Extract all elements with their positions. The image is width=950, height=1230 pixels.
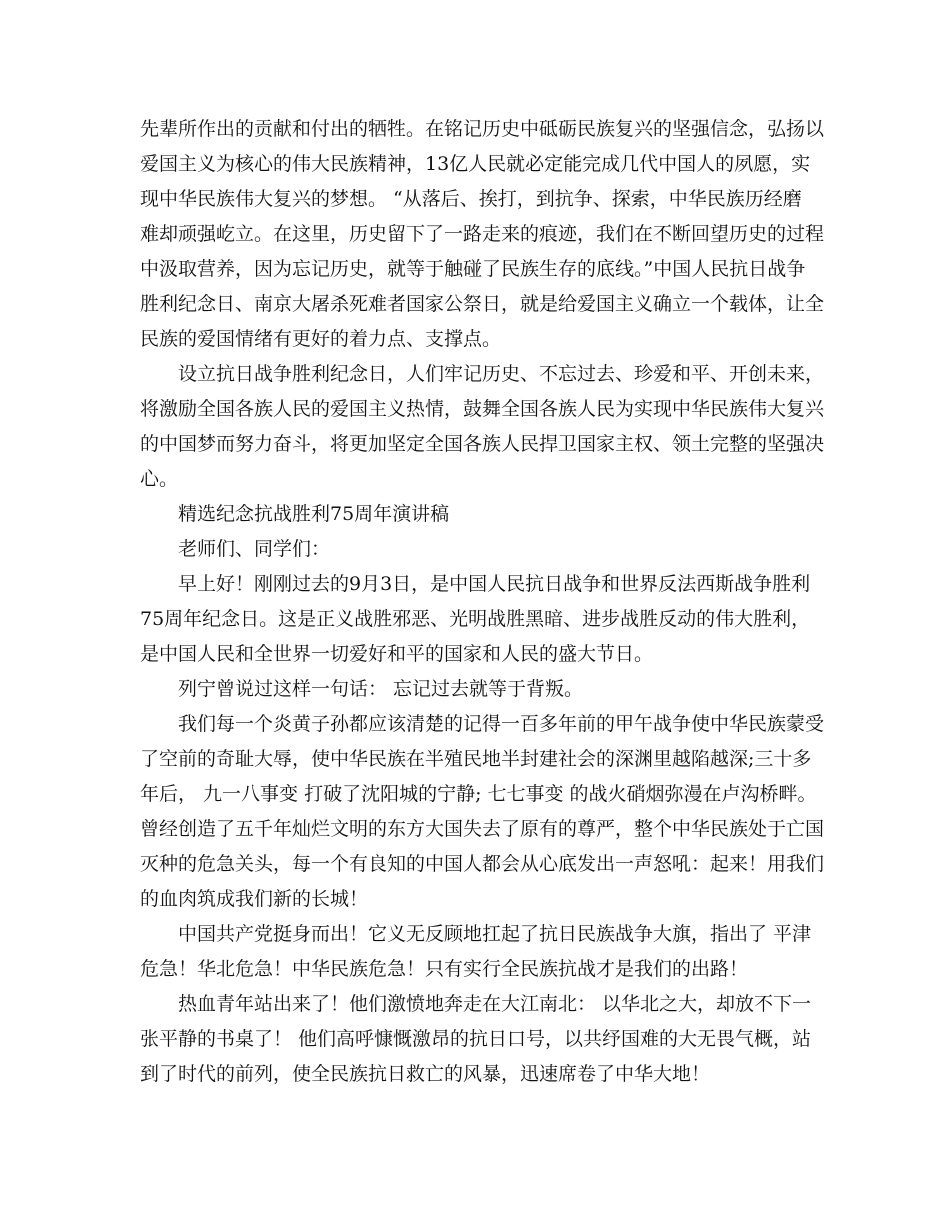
text-line: 中汲取营养，因为忘记历史，就等于触碰了民族生存的底线。”中国人民抗日战争	[140, 258, 806, 280]
speech-title: 精选纪念抗战胜利75周年演讲稿	[178, 503, 450, 525]
text-line: 了空前的奇耻大辱，使中华民族在半殖民地半封建社会的深渊里越陷越深;三十多	[140, 748, 812, 770]
text-line: 现中华民族伟大复兴的梦想。 “从落后、挨打，到抗争、探索，中华民族历经磨	[140, 188, 802, 210]
text-line: 胜利纪念日、南京大屠杀死难者国家公祭日，就是给爱国主义确立一个载体，让全	[140, 293, 825, 315]
document-body	[140, 112, 830, 1092]
text-line: 列宁曾说过这样一句话： 忘记过去就等于背叛。	[178, 678, 584, 700]
text-line: 热血青年站出来了！他们激愤地奔走在大江南北： 以华北之大，却放不下一	[178, 993, 812, 1015]
text-line: 灭种的危急关头，每一个有良知的中国人都会从心底发出一声怒吼：起来！用我们	[140, 853, 825, 875]
text-line: 爱国主义为核心的伟大民族精神，13亿人民就必定能完成几代中国人的夙愿，实	[140, 153, 811, 175]
text-line: 难却顽强屹立。在这里，历史留下了一路走来的痕迹，我们在不断回望历史的过程	[140, 223, 825, 245]
text-line: 曾经创造了五千年灿烂文明的东方大国失去了原有的尊严，整个中华民族处于亡国	[140, 818, 825, 840]
salutation: 老师们、同学们：	[178, 538, 331, 560]
text-line: 危急！华北危急！中华民族危急！只有实行全民族抗战才是我们的出路！	[140, 958, 749, 980]
text-line: 我们每一个炎黄子孙都应该清楚的记得一百多年前的甲午战争使中华民族蒙受	[178, 713, 825, 735]
text-line: 设立抗日战争胜利纪念日，人们牢记历史、不忘过去、珍爱和平、开创未来，	[178, 363, 825, 385]
text-line: 心。	[140, 468, 179, 490]
text-line: 先辈所作出的贡献和付出的牺牲。在铭记历史中砥砺民族复兴的坚强信念，弘扬以	[140, 118, 825, 140]
text-line: 的中国梦而努力奋斗，将更加坚定全国各族人民捍卫国家主权、领土完整的坚强决	[140, 433, 825, 455]
text-line: 民族的爱国情绪有更好的着力点、支撑点。	[140, 328, 502, 350]
text-line: 将激励全国各族人民的爱国主义热情，鼓舞全国各族人民为实现中华民族伟大复兴	[140, 398, 825, 420]
text-line: 到了时代的前列，使全民族抗日救亡的风暴，迅速席卷了中华大地！	[140, 1063, 711, 1085]
text-line: 75周年纪念日。这是正义战胜邪恶、光明战胜黑暗、进步战胜反动的伟大胜利，	[140, 608, 811, 630]
text-line: 中国共产党挺身而出！它义无反顾地扛起了抗日民族战争大旗，指出了 平津	[178, 923, 812, 945]
text-line: 年后， 九一八事变 打破了沈阳城的宁静; 七七事变 的战火硝烟弥漫在卢沟桥畔。	[140, 783, 817, 805]
text-line: 早上好！刚刚过去的9月3日，是中国人民抗日战争和世界反法西斯战争胜利	[178, 573, 811, 595]
text-line: 张平静的书桌了！ 他们高呼慷慨激昂的抗日口号，以共纾国难的大无畏气概，站	[140, 1028, 812, 1050]
text-line: 的血肉筑成我们新的长城！	[140, 888, 369, 910]
text-line: 是中国人民和全世界一切爱好和平的国家和人民的盛大节日。	[140, 643, 654, 665]
